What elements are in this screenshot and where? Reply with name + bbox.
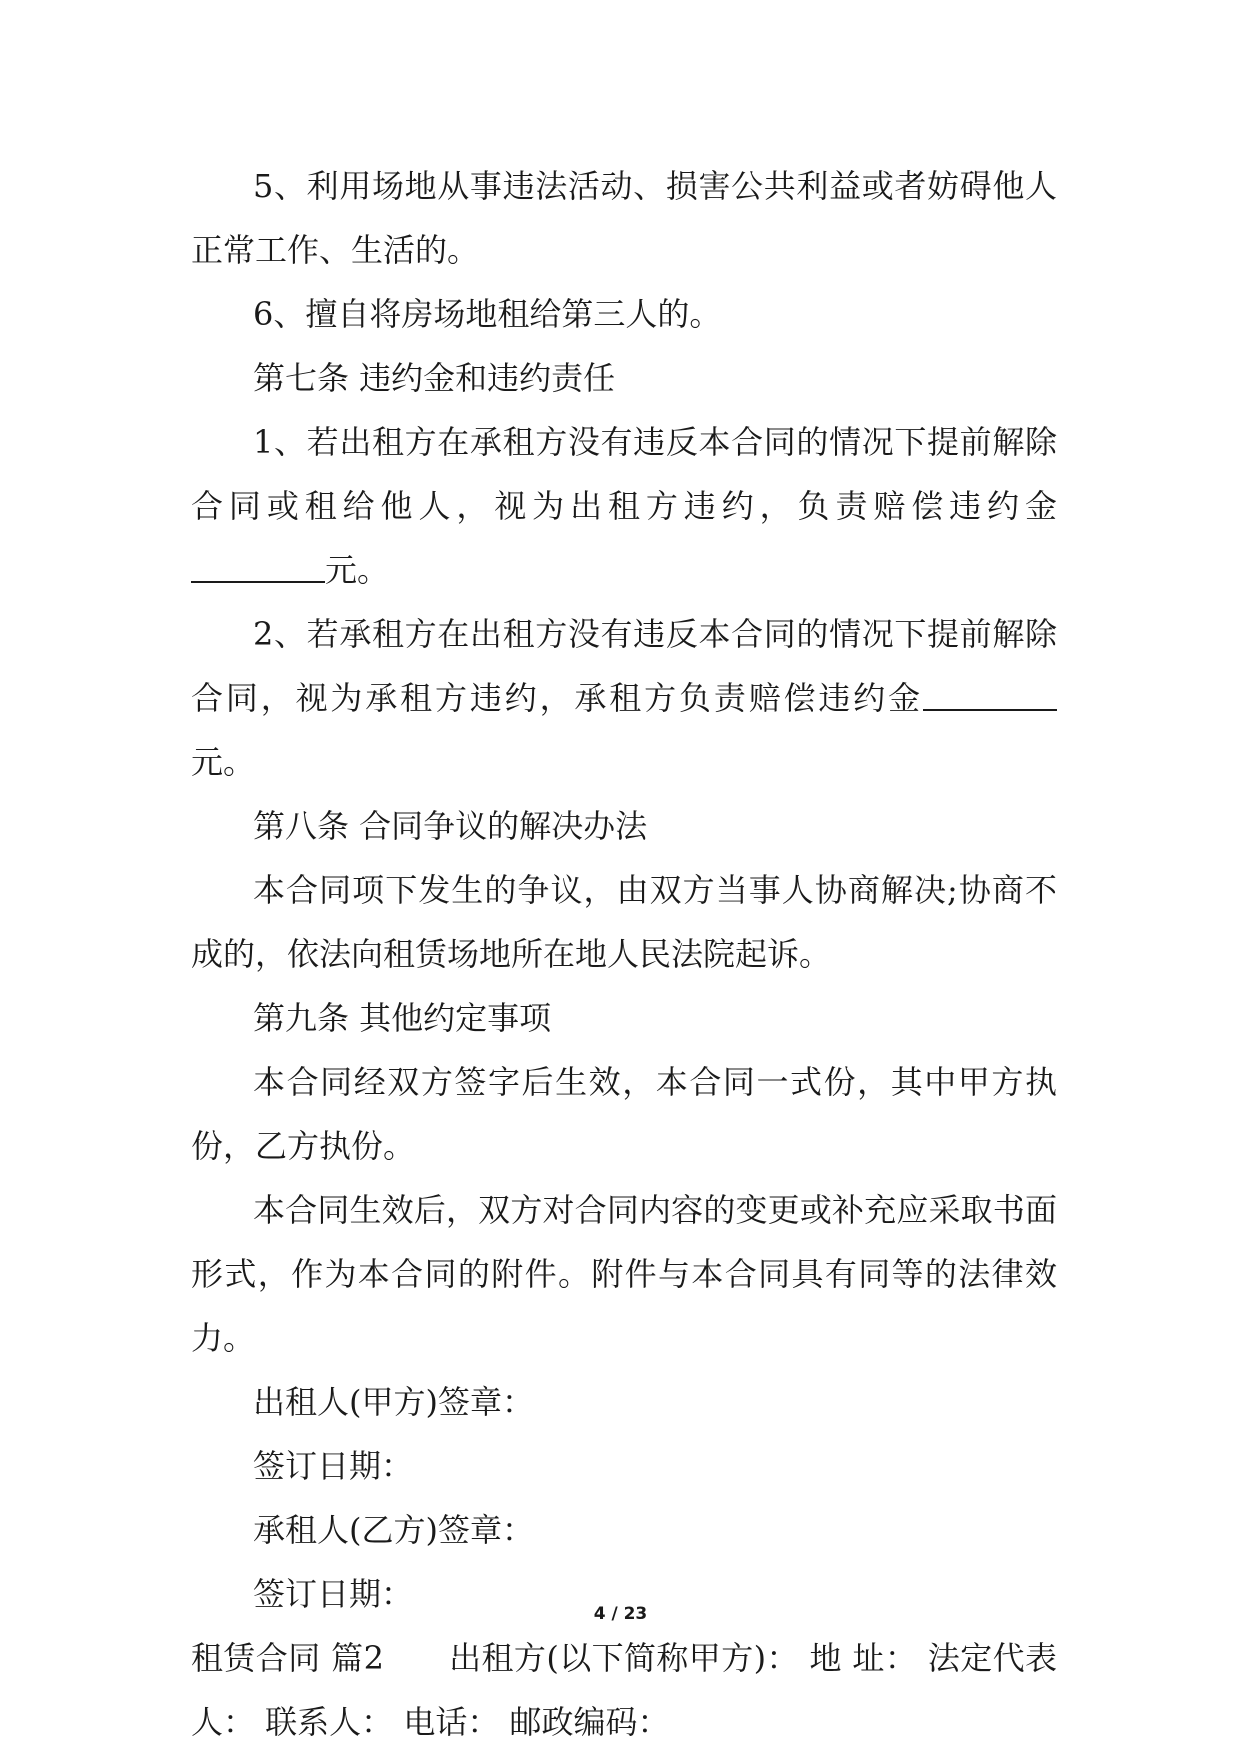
penalty-clause-2 — [191, 602, 1057, 794]
copies-clause: 本合同经双方签字后生效，本合同一式份，其中甲方执份，乙方执份。 — [191, 1063, 1057, 1165]
contract-2-intro: 租赁合同 篇2 出租方(以下简称甲方)： 地 址： 法定代表人： 联系人： 电话： 邮政编码： — [191, 1639, 1057, 1741]
clause-item-5: 5、利用场地从事违法活动、损害公共利益或者妨碍他人正常工作、生活的。 — [191, 167, 1057, 269]
lessee-signature-line: 承租人(乙方)签章： — [253, 1511, 534, 1549]
article-7-heading: 第七条 违约金和违约责任 — [253, 359, 616, 397]
lessor-signature-line: 出租人(甲方)签章： — [253, 1383, 534, 1421]
penalty-clause-2-unit: 元。 — [191, 743, 256, 781]
article-8-heading: 第八条 合同争议的解决办法 — [253, 807, 648, 845]
penalty-amount-blank-2 — [923, 679, 1057, 711]
clause-item-6: 6、擅自将房场地租给第三人的。 — [253, 295, 722, 333]
penalty-clause-2-text: 2、若承租方在出租方没有违反本合同的情况下提前解除合同，视为承租方违约，承租方负责赔偿违约金 — [191, 615, 1057, 717]
page-number: 4 / 23 — [593, 1604, 648, 1624]
penalty-clause-1-text: 1、若出租方在承租方没有违反本合同的情况下提前解除合同或租给他人，视为出租方违约，负责赔偿违约金 — [191, 423, 1057, 525]
penalty-amount-blank-1 — [191, 551, 325, 583]
amendment-clause: 本合同生效后，双方对合同内容的变更或补充应采取书面形式，作为本合同的附件。附件与本合同具有同等的法律效力。 — [191, 1191, 1057, 1357]
dispute-clause: 本合同项下发生的争议，由双方当事人协商解决;协商不成的，依法向租赁场地所在地人民法院起诉。 — [191, 871, 1057, 973]
lessee-date-line: 签订日期： — [253, 1575, 414, 1613]
lessor-date-line: 签订日期： — [253, 1447, 414, 1485]
article-9-heading: 第九条 其他约定事项 — [253, 999, 552, 1037]
penalty-clause-1 — [191, 410, 1057, 602]
penalty-clause-1-unit: 元。 — [325, 551, 390, 589]
document-body — [191, 154, 1057, 1754]
